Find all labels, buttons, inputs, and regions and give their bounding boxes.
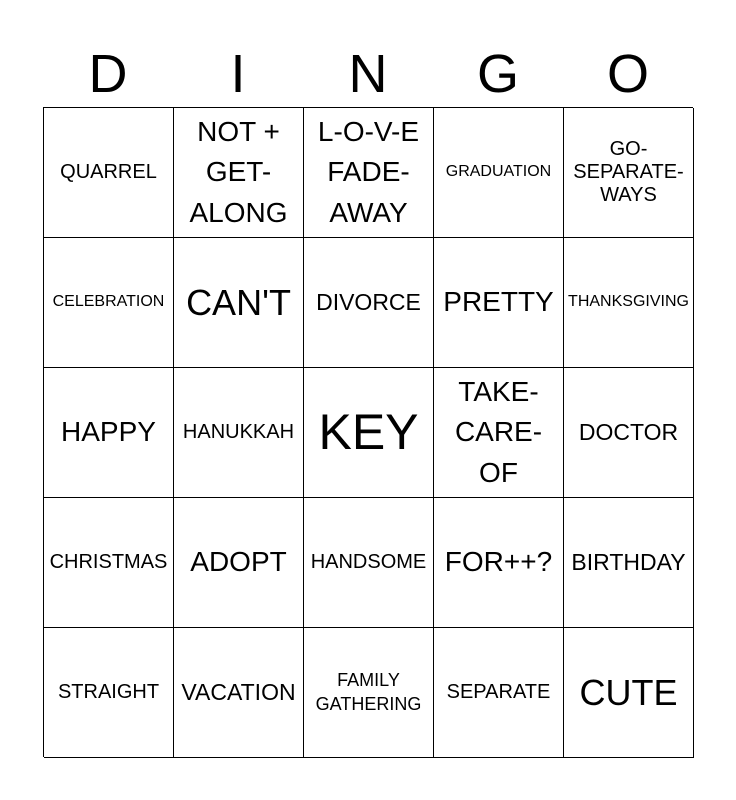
cell-label: QUARREL xyxy=(60,161,157,183)
cell-label: THANKSGIVING xyxy=(568,293,689,311)
cell-label: TAKE- CARE- OF xyxy=(454,375,543,488)
bingo-cell[interactable] xyxy=(44,628,174,758)
bingo-cell[interactable] xyxy=(174,238,304,368)
cell-label: NOT + GET- ALONG xyxy=(189,115,288,228)
bingo-cell[interactable] xyxy=(44,108,174,238)
bingo-cell[interactable] xyxy=(564,238,694,368)
bingo-cell-free[interactable] xyxy=(304,368,434,498)
bingo-cell[interactable] xyxy=(434,498,564,628)
cell-label: FAMILY GATHERING xyxy=(315,670,422,714)
bingo-header xyxy=(43,40,693,108)
bingo-cell[interactable] xyxy=(304,238,434,368)
bingo-cell[interactable] xyxy=(434,108,564,238)
bingo-cell[interactable] xyxy=(434,628,564,758)
header-letter-d: D xyxy=(88,44,128,104)
cell-label: KEY xyxy=(318,403,419,460)
bingo-cell[interactable] xyxy=(174,628,304,758)
bingo-cell[interactable] xyxy=(434,368,564,498)
cell-label: CHRISTMAS xyxy=(49,551,168,573)
cell-label: ADOPT xyxy=(190,546,287,578)
cell-label: STRAIGHT xyxy=(57,681,160,703)
bingo-cell[interactable] xyxy=(564,498,694,628)
bingo-cell[interactable] xyxy=(44,368,174,498)
header-letter-o: O xyxy=(606,44,649,104)
bingo-cell[interactable] xyxy=(304,498,434,628)
bingo-grid xyxy=(43,107,693,757)
cell-label: VACATION xyxy=(181,679,296,706)
cell-label: PRETTY xyxy=(443,286,554,318)
cell-label: DIVORCE xyxy=(316,289,421,316)
bingo-cell[interactable] xyxy=(174,108,304,238)
cell-label: HANUKKAH xyxy=(182,421,295,443)
bingo-cell[interactable] xyxy=(564,628,694,758)
bingo-cell[interactable] xyxy=(304,628,434,758)
cell-label: GO- SEPARATE- WAYS xyxy=(573,138,684,206)
bingo-cell[interactable] xyxy=(434,238,564,368)
cell-label: HANDSOME xyxy=(310,551,427,573)
cell-label: BIRTHDAY xyxy=(571,549,686,576)
header-letter-i: I xyxy=(230,44,246,104)
bingo-cell[interactable] xyxy=(174,498,304,628)
bingo-cell[interactable] xyxy=(44,498,174,628)
cell-label: CAN'T xyxy=(186,281,291,323)
cell-label: L-O-V-E FADE- AWAY xyxy=(317,115,420,228)
cell-label: GRADUATION xyxy=(445,163,552,181)
cell-label: DOCTOR xyxy=(578,419,679,446)
bingo-cell[interactable] xyxy=(564,108,694,238)
cell-label: FOR++? xyxy=(444,546,553,578)
bingo-cell[interactable] xyxy=(174,368,304,498)
bingo-cell[interactable] xyxy=(44,238,174,368)
header-letter-g: G xyxy=(476,44,519,104)
cell-label: HAPPY xyxy=(61,416,156,448)
cell-label: CELEBRATION xyxy=(52,293,165,311)
bingo-cell[interactable] xyxy=(564,368,694,498)
cell-label: SEPARATE xyxy=(446,681,551,703)
cell-label: CUTE xyxy=(579,671,678,713)
header-letter-n: N xyxy=(348,44,388,104)
bingo-cell[interactable] xyxy=(304,108,434,238)
